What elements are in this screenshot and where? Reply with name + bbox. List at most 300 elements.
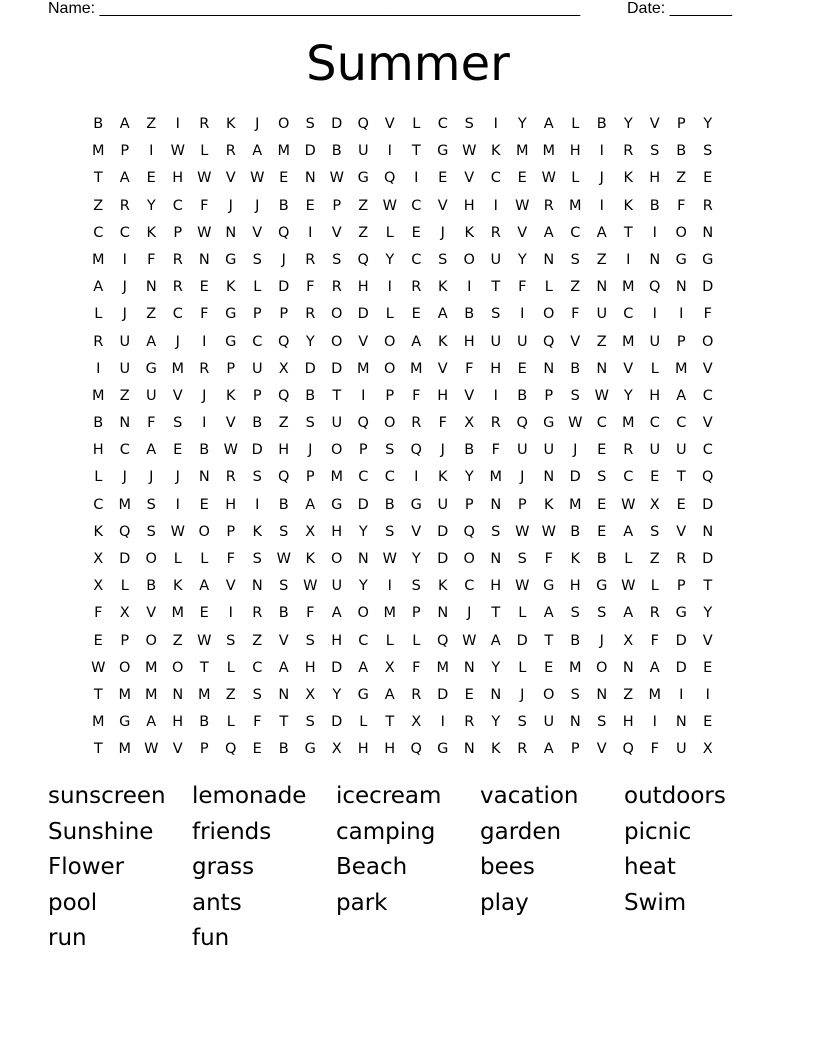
grid-letter: P	[252, 387, 262, 404]
grid-letter: A	[146, 333, 157, 350]
grid-letter: A	[623, 523, 634, 540]
grid-letter: K	[225, 116, 236, 132]
grid-letter: K	[146, 224, 156, 241]
grid-letter: D	[251, 442, 263, 459]
grid-letter: A	[543, 224, 554, 241]
grid-letter: L	[571, 116, 580, 132]
grid-letter: E	[544, 659, 554, 676]
grid-letter: I	[387, 279, 392, 296]
grid-letter: H	[331, 632, 343, 649]
grid-letter: Z	[119, 387, 130, 404]
grid-letter: S	[279, 578, 289, 595]
grid-row	[85, 467, 735, 494]
word-bank-item: friends	[192, 818, 272, 845]
grid-letter: J	[467, 605, 472, 622]
grid-letter: D	[331, 659, 343, 676]
grid-letter: B	[596, 551, 607, 567]
grid-letter: Q	[357, 116, 369, 132]
grid-letter: N	[702, 523, 714, 540]
grid-letter: O	[278, 116, 290, 132]
grid-letter: Y	[517, 116, 527, 132]
grid-letter: W	[541, 170, 556, 187]
grid-letter: N	[543, 360, 555, 377]
grid-letter: O	[543, 306, 555, 323]
grid-letter: G	[357, 170, 369, 187]
grid-letter: P	[173, 224, 183, 241]
grid-letter: N	[251, 578, 263, 595]
word-bank-row	[48, 922, 788, 958]
grid-letter: R	[93, 333, 104, 350]
grid-letter: V	[252, 224, 263, 241]
grid-letter: F	[703, 306, 712, 323]
grid-letter: P	[226, 360, 236, 377]
grid-letter: E	[703, 714, 713, 731]
grid-letter: L	[200, 143, 209, 160]
grid-letter: I	[599, 197, 604, 214]
word-bank-item: outdoors	[624, 783, 726, 809]
grid-letter: M	[118, 741, 131, 758]
grid-letter: M	[542, 143, 555, 160]
grid-letter: A	[543, 741, 554, 758]
word-bank-item: vacation	[480, 783, 579, 809]
grid-letter: C	[570, 224, 581, 241]
grid-letter: I	[255, 496, 260, 513]
grid-letter: Q	[225, 741, 237, 758]
grid-letter: E	[517, 360, 527, 377]
grid-letter: Q	[410, 442, 422, 459]
grid-letter: I	[387, 143, 392, 160]
grid-letter: Y	[411, 551, 421, 567]
grid-letter: A	[146, 714, 157, 731]
grid-letter: W	[382, 551, 397, 567]
grid-letter: F	[438, 415, 447, 432]
grid-letter: M	[383, 605, 396, 622]
grid-letter: A	[596, 224, 607, 241]
grid-letter: C	[623, 469, 634, 486]
grid-letter: S	[597, 469, 607, 486]
grid-letter: S	[305, 714, 315, 731]
grid-letter: L	[359, 714, 368, 731]
grid-letter: J	[520, 686, 525, 703]
grid-letter: U	[543, 714, 555, 731]
grid-letter: G	[410, 496, 422, 513]
grid-letter: V	[623, 360, 634, 377]
grid-letter: J	[573, 442, 578, 459]
grid-letter: N	[119, 415, 131, 432]
grid-letter: Z	[623, 686, 634, 703]
grid-letter: X	[93, 578, 104, 595]
grid-letter: C	[676, 415, 687, 432]
word-bank-item: icecream	[336, 783, 442, 809]
grid-letter: C	[358, 632, 369, 649]
grid-letter: P	[570, 741, 580, 758]
grid-letter: L	[650, 360, 659, 377]
grid-letter: T	[279, 714, 289, 731]
grid-letter: D	[278, 279, 290, 296]
grid-letter: S	[252, 469, 262, 486]
grid-letter: Y	[305, 333, 315, 350]
grid-letter: B	[146, 578, 157, 595]
grid-letter: O	[596, 659, 608, 676]
grid-letter: G	[437, 143, 449, 160]
grid-letter: V	[517, 224, 528, 241]
grid-letter: Y	[703, 605, 713, 622]
grid-letter: Q	[119, 523, 131, 540]
grid-letter: S	[226, 632, 236, 649]
word-bank	[48, 780, 788, 958]
grid-letter: H	[622, 714, 634, 731]
grid-letter: K	[437, 578, 448, 595]
grid-letter: L	[226, 659, 235, 676]
word-bank-row	[48, 887, 788, 923]
grid-letter: K	[490, 143, 501, 160]
grid-letter: C	[358, 469, 369, 486]
grid-letter: N	[304, 170, 316, 187]
grid-letter: P	[120, 143, 130, 160]
grid-letter: C	[252, 333, 263, 350]
grid-letter: B	[384, 496, 395, 513]
grid-letter: I	[626, 251, 631, 268]
grid-letter: H	[357, 279, 369, 296]
grid-letter: Z	[278, 415, 289, 432]
word-bank-item: heat	[624, 854, 676, 881]
word-bank-item: Beach	[336, 854, 408, 881]
grid-letter: J	[122, 279, 127, 296]
grid-letter: V	[278, 632, 289, 649]
grid-letter: C	[411, 251, 422, 268]
grid-letter: A	[119, 170, 130, 187]
grid-letter: B	[93, 415, 104, 432]
grid-letter: Y	[491, 659, 501, 676]
grid-letter: G	[437, 741, 449, 758]
grid-letter: R	[119, 197, 130, 214]
grid-row	[85, 277, 735, 304]
grid-letter: U	[490, 251, 502, 268]
grid-letter: Q	[543, 333, 555, 350]
grid-letter: I	[679, 306, 684, 323]
grid-letter: K	[93, 523, 103, 540]
grid-letter: I	[361, 387, 366, 404]
grid-letter: P	[544, 387, 554, 404]
grid-letter: H	[649, 387, 661, 404]
grid-letter: W	[91, 659, 106, 676]
grid-letter: M	[330, 469, 343, 486]
grid-letter: H	[384, 741, 396, 758]
grid-letter: E	[703, 170, 713, 187]
grid-letter: L	[173, 551, 182, 567]
grid-letter: O	[384, 415, 396, 432]
grid-letter: C	[596, 415, 607, 432]
grid-letter: M	[489, 469, 502, 486]
grid-letter: Y	[358, 578, 368, 595]
grid-letter: R	[623, 143, 634, 160]
grid-letter: Y	[517, 251, 527, 268]
grid-letter: S	[570, 605, 580, 622]
grid-letter: I	[652, 714, 657, 731]
grid-letter: V	[702, 360, 713, 377]
grid-letter: A	[384, 686, 395, 703]
grid-letter: R	[543, 197, 554, 214]
word-bank-item: play	[480, 889, 529, 916]
grid-letter: M	[436, 659, 449, 676]
grid-letter: E	[199, 605, 209, 622]
grid-row	[85, 304, 735, 331]
grid-letter: C	[623, 306, 634, 323]
grid-letter: Z	[570, 279, 581, 296]
grid-letter: T	[411, 143, 421, 160]
grid-letter: K	[543, 496, 554, 513]
grid-letter: C	[93, 224, 104, 241]
grid-letter: M	[91, 387, 105, 404]
grid-letter: B	[278, 741, 289, 758]
grid-letter: A	[331, 605, 342, 622]
grid-letter: S	[146, 523, 156, 540]
grid-letter: W	[568, 415, 583, 432]
grid-letter: Q	[384, 170, 396, 187]
grid-letter: D	[702, 496, 714, 513]
grid-letter: K	[437, 279, 448, 296]
grid-letter: C	[172, 306, 183, 323]
grid-letter: S	[252, 551, 262, 567]
grid-letter: C	[490, 170, 501, 187]
grid-row	[85, 685, 735, 712]
grid-letter: Q	[516, 415, 528, 432]
grid-letter: W	[515, 197, 530, 214]
grid-letter: W	[462, 632, 477, 649]
grid-letter: S	[146, 496, 156, 513]
grid-letter: N	[225, 224, 237, 241]
grid-letter: G	[596, 578, 608, 595]
grid-letter: J	[202, 387, 207, 404]
grid-letter: N	[596, 686, 608, 703]
grid-letter: G	[357, 686, 369, 703]
grid-letter: S	[597, 714, 607, 731]
word-bank-item: lemonade	[192, 783, 307, 809]
word-bank-item: picnic	[624, 818, 692, 845]
grid-letter: D	[304, 143, 316, 160]
grid-letter: L	[571, 170, 580, 187]
grid-letter: S	[570, 251, 580, 268]
grid-row	[85, 196, 735, 223]
grid-row	[85, 495, 735, 522]
grid-letter: U	[119, 333, 131, 350]
grid-letter: U	[675, 442, 687, 459]
grid-letter: M	[171, 605, 184, 622]
grid-letter: U	[675, 741, 687, 758]
grid-letter: P	[676, 333, 686, 350]
grid-letter: W	[329, 170, 344, 187]
grid-letter: W	[462, 143, 477, 160]
grid-row	[85, 250, 735, 277]
grid-letter: E	[517, 170, 527, 187]
grid-letter: S	[464, 116, 474, 132]
grid-letter: L	[94, 306, 103, 323]
grid-row	[85, 413, 735, 440]
grid-letter: S	[650, 143, 660, 160]
word-bank-item: sunscreen	[48, 783, 166, 809]
grid-letter: A	[676, 387, 687, 404]
grid-letter: N	[543, 251, 555, 268]
grid-letter: H	[437, 387, 449, 404]
grid-letter: G	[145, 360, 157, 377]
grid-letter: U	[516, 442, 528, 459]
grid-letter: C	[119, 224, 130, 241]
grid-letter: K	[172, 578, 183, 595]
grid-row	[85, 549, 735, 576]
grid-letter: X	[305, 523, 316, 540]
grid-letter: U	[516, 333, 528, 350]
grid-letter: F	[518, 279, 527, 296]
grid-letter: Y	[358, 523, 368, 540]
grid-letter: O	[119, 659, 131, 676]
grid-letter: O	[543, 686, 555, 703]
grid-letter: I	[414, 170, 419, 187]
grid-letter: H	[225, 496, 237, 513]
grid-letter: E	[199, 279, 209, 296]
grid-letter: N	[198, 469, 210, 486]
grid-letter: S	[385, 442, 395, 459]
grid-letter: I	[599, 143, 604, 160]
grid-letter: M	[118, 496, 131, 513]
grid-letter: M	[144, 659, 158, 676]
grid-letter: M	[91, 251, 105, 268]
grid-letter: J	[255, 197, 260, 214]
grid-row	[85, 386, 735, 413]
grid-letter: E	[411, 224, 421, 241]
grid-letter: A	[93, 279, 104, 296]
grid-letter: N	[569, 714, 581, 731]
grid-letter: Q	[278, 333, 290, 350]
grid-letter: L	[650, 578, 659, 595]
grid-letter: I	[705, 686, 710, 703]
grid-letter: E	[597, 523, 607, 540]
grid-letter: R	[490, 224, 501, 241]
grid-letter: M	[91, 714, 105, 731]
grid-letter: K	[437, 469, 448, 486]
grid-letter: L	[385, 306, 394, 323]
grid-letter: E	[703, 659, 713, 676]
grid-letter: S	[252, 686, 262, 703]
grid-letter: O	[331, 306, 343, 323]
grid-letter: E	[199, 496, 209, 513]
grid-letter: E	[93, 632, 103, 649]
grid-letter: C	[702, 387, 713, 404]
grid-letter: P	[385, 387, 395, 404]
grid-letter: Z	[146, 116, 157, 132]
grid-letter: B	[199, 714, 210, 731]
grid-letter: G	[119, 714, 131, 731]
grid-letter: L	[412, 116, 421, 132]
grid-letter: A	[437, 306, 448, 323]
grid-letter: F	[412, 387, 421, 404]
grid-letter: T	[491, 279, 501, 296]
grid-letter: X	[278, 360, 289, 377]
grid-letter: X	[623, 632, 634, 649]
grid-letter: R	[172, 279, 183, 296]
grid-letter: F	[253, 714, 262, 731]
grid-letter: K	[623, 170, 633, 187]
grid-letter: J	[440, 224, 445, 241]
page-title: Summer	[306, 36, 510, 92]
grid-letter: Q	[278, 387, 290, 404]
grid-letter: N	[145, 279, 157, 296]
grid-letter: J	[122, 306, 127, 323]
grid-letter: D	[304, 360, 316, 377]
grid-letter: H	[331, 523, 343, 540]
grid-letter: B	[278, 496, 289, 513]
grid-letter: F	[226, 551, 235, 567]
grid-letter: W	[197, 632, 212, 649]
grid-letter: S	[597, 605, 607, 622]
grid-letter: Z	[649, 551, 660, 567]
grid-letter: S	[385, 523, 395, 540]
grid-letter: R	[199, 116, 210, 132]
grid-letter: I	[652, 306, 657, 323]
grid-letter: D	[675, 659, 687, 676]
grid-letter: L	[200, 551, 209, 567]
grid-letter: U	[331, 578, 343, 595]
grid-row	[85, 658, 735, 685]
grid-letter: R	[411, 279, 422, 296]
grid-letter: L	[385, 224, 394, 241]
grid-letter: U	[649, 442, 661, 459]
grid-letter: R	[252, 605, 263, 622]
grid-letter: N	[596, 360, 608, 377]
grid-row	[85, 359, 735, 386]
grid-letter: Z	[676, 170, 687, 187]
grid-letter: G	[225, 306, 237, 323]
grid-letter: J	[599, 632, 604, 649]
grid-letter: K	[570, 551, 580, 567]
grid-letter: O	[675, 224, 687, 241]
grid-letter: M	[568, 496, 582, 513]
grid-letter: W	[276, 551, 291, 567]
grid-letter: Z	[146, 306, 157, 323]
grid-letter: T	[703, 578, 713, 595]
grid-letter: H	[569, 143, 581, 160]
grid-letter: B	[252, 415, 263, 432]
grid-letter: Q	[463, 523, 475, 540]
grid-letter: E	[173, 442, 183, 459]
grid-letter: V	[225, 578, 236, 595]
grid-letter: M	[515, 143, 529, 160]
grid-letter: N	[490, 686, 502, 703]
grid-letter: W	[170, 143, 185, 160]
grid-letter: N	[172, 686, 184, 703]
word-bank-item: garden	[480, 818, 562, 845]
word-bank-item: camping	[336, 818, 436, 845]
grid-letter: H	[278, 442, 290, 459]
grid-letter: J	[520, 469, 525, 486]
grid-letter: M	[621, 333, 635, 350]
grid-letter: P	[305, 469, 315, 486]
grid-letter: Y	[385, 251, 395, 268]
grid-letter: V	[225, 170, 236, 187]
grid-letter: M	[277, 143, 290, 160]
grid-letter: N	[357, 551, 369, 567]
grid-letter: V	[384, 116, 395, 132]
grid-letter: T	[623, 224, 633, 241]
grid-letter: P	[676, 578, 686, 595]
grid-letter: L	[226, 714, 235, 731]
grid-letter: L	[518, 659, 527, 676]
grid-letter: K	[252, 523, 262, 540]
grid-letter: D	[331, 360, 343, 377]
grid-letter: Y	[623, 387, 633, 404]
grid-letter: I	[387, 578, 392, 595]
grid-row	[85, 141, 735, 168]
grid-letter: M	[409, 360, 423, 377]
